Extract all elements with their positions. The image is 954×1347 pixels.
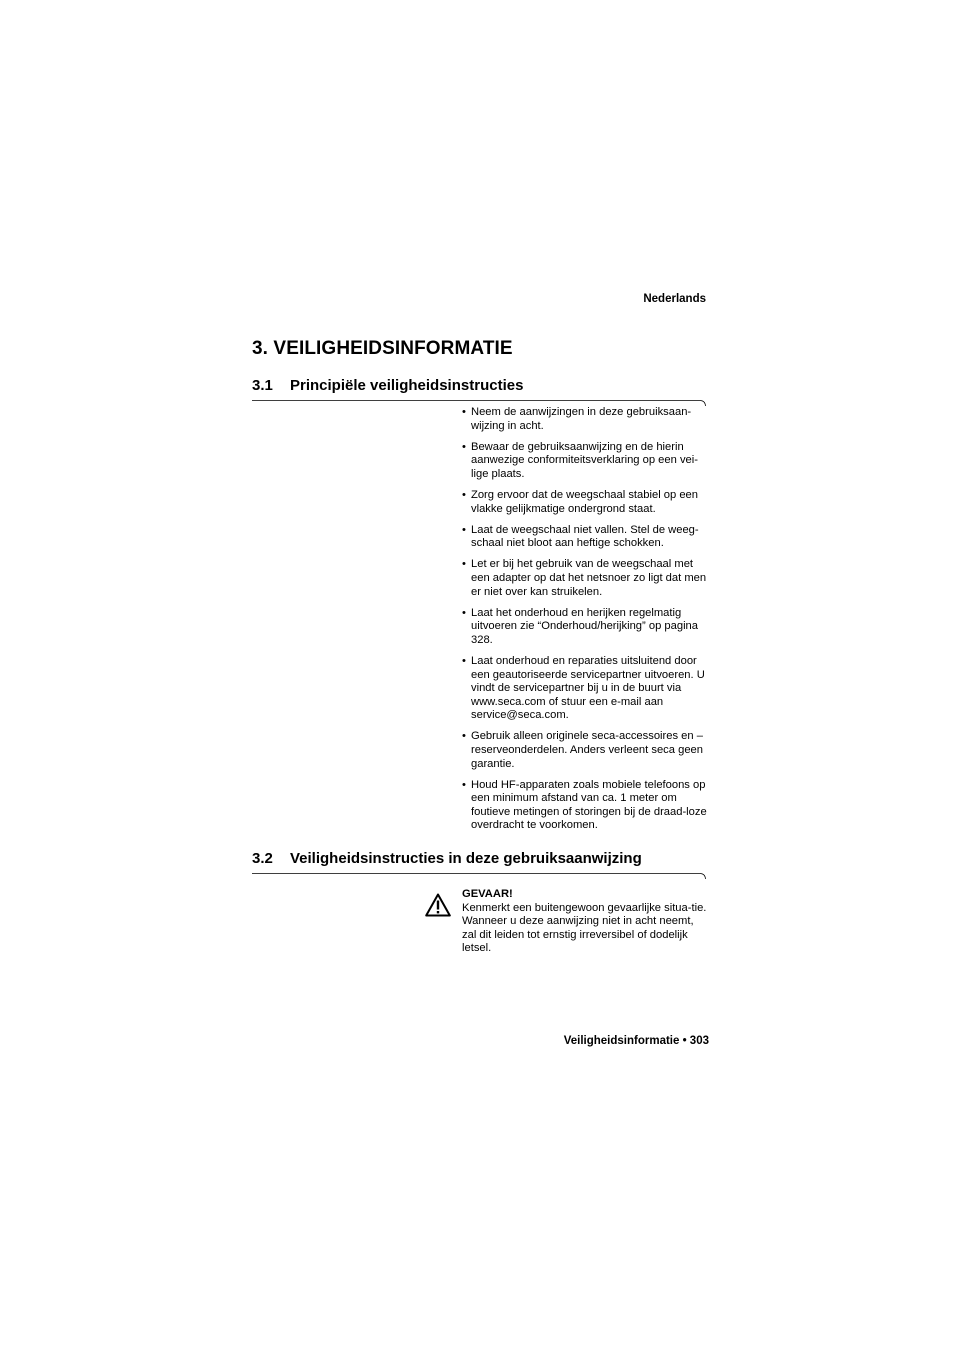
section-heading-3-1 bbox=[252, 377, 523, 394]
list-item: • Gebruik alleen originele seca-accessoires en – reserveonderdelen. Anders verleent seca geen garantie. bbox=[462, 730, 712, 771]
section-rule bbox=[252, 873, 706, 881]
section-title-text: Veiligheidsinstructies in deze gebruiksaanwijzing bbox=[290, 850, 642, 867]
section-number: 3.2 bbox=[252, 850, 273, 867]
list-item: • Zorg ervoor dat de weegschaal stabiel op een vlakke gelijkmatige ondergrond staat. bbox=[462, 489, 712, 516]
chapter-title: 3. VEILIGHEIDSINFORMATIE bbox=[252, 338, 513, 359]
list-item: • Neem de aanwijzingen in deze gebruiksaan-wijzing in acht. bbox=[462, 406, 712, 433]
list-item: • Bewaar de gebruiksaanwijzing en de hierin aanwezige conformiteitsverklaring op een vei-lige plaats. bbox=[462, 441, 712, 482]
list-item: • Houd HF-apparaten zoals mobiele telefoons op een minimum afstand van ca. 1 meter om foutieve metingen of storingen bij de draad-loze overdracht te voorkomen. bbox=[462, 779, 712, 833]
language-label: Nederlands bbox=[643, 293, 706, 305]
section-number: 3.1 bbox=[252, 377, 273, 394]
page-footer: Veiligheidsinformatie • 303 bbox=[563, 1035, 709, 1047]
danger-title: GEVAAR! bbox=[462, 888, 513, 900]
danger-notice bbox=[462, 888, 708, 956]
section-heading-3-2 bbox=[252, 850, 642, 867]
warning-triangle-icon bbox=[425, 893, 451, 917]
list-item: • Laat onderhoud en reparaties uitsluitend door een geautoriseerde servicepartner uitvoeren. U vindt de servicepartner bij u in de buurt via www.seca.com of stuur een e-mail aan service@seca.com. bbox=[462, 655, 712, 723]
section-title-text: Principiële veiligheidsinstructies bbox=[290, 377, 524, 394]
list-item: • Laat de weegschaal niet vallen. Stel de weeg-schaal niet bloot aan heftige schokken. bbox=[462, 524, 712, 551]
list-item: • Let er bij het gebruik van de weegschaal met een adapter op dat het netsnoer zo ligt dat men er niet over kan struikelen. bbox=[462, 558, 712, 599]
list-item: • Laat het onderhoud en herijken regelmatig uitvoeren zie “Onderhoud/herijking” op pagina 328. bbox=[462, 607, 712, 648]
danger-text: Kenmerkt een buitengewoon gevaarlijke situa-tie. Wanneer u deze aanwijzing niet in acht neemt, zal dit leiden tot ernstig irreversibel of dodelijk letsel. bbox=[462, 901, 707, 955]
safety-instructions-list bbox=[462, 406, 712, 841]
